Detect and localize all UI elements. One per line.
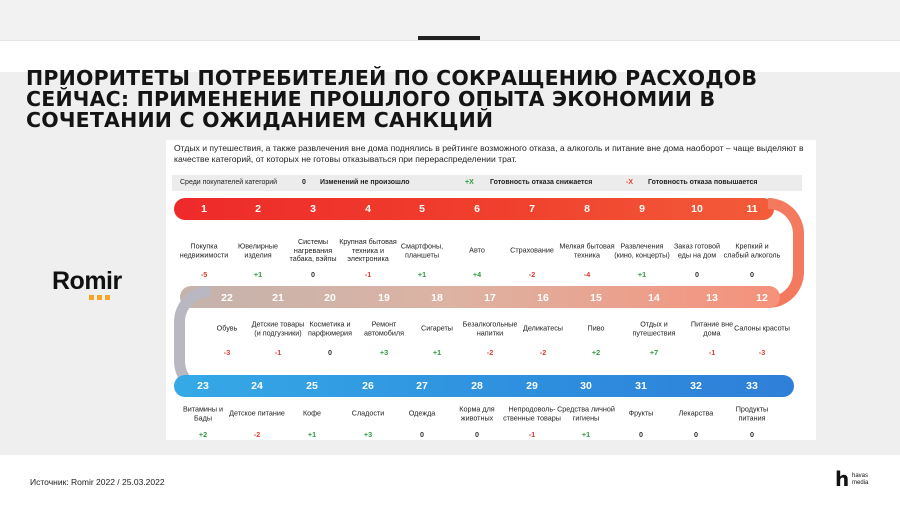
rank-number: 27	[416, 380, 428, 392]
change-value: +1	[637, 270, 647, 279]
category-label: Средства личной гигиены	[557, 404, 615, 422]
category-label: Непродоволь-ственные товары	[503, 404, 561, 422]
havas-wordmark	[852, 473, 868, 486]
category-label: Одежда	[408, 408, 436, 418]
legend-plus-symbol: +X	[465, 179, 474, 186]
change-value: +1	[581, 430, 591, 439]
change-value: -1	[528, 430, 536, 439]
rank-number: 7	[529, 203, 535, 215]
category-label: Детское питание	[229, 408, 285, 418]
rank-number: 14	[648, 292, 660, 304]
rank-number: 2	[255, 203, 261, 215]
category-label: Смартфоны, планшеты	[400, 241, 444, 259]
media-word: media	[852, 479, 869, 486]
category-label: Авто	[469, 245, 485, 255]
category-label: Обувь	[216, 323, 238, 333]
rank-number: 21	[272, 292, 284, 304]
rank-number: 18	[431, 292, 443, 304]
rank-number: 23	[197, 380, 209, 392]
category-label: Крепкий и слабый алкоголь	[723, 241, 781, 259]
rank-number: 20	[324, 292, 336, 304]
rank-number: 31	[635, 380, 647, 392]
source-note: Источник: Romir 2022 / 25.03.2022	[30, 477, 165, 487]
change-value: 0	[420, 430, 424, 439]
rank-number: 33	[746, 380, 758, 392]
rank-number: 19	[378, 292, 390, 304]
havas-word: havas	[852, 473, 869, 479]
category-label: Ювелирные изделия	[237, 241, 279, 259]
category-label: Продукты питания	[735, 404, 769, 422]
rank-number: 29	[526, 380, 538, 392]
rank-number: 30	[580, 380, 592, 392]
romir-logo	[52, 268, 122, 300]
category-label: Ремонт автомобиля	[363, 319, 405, 337]
category-label: Сладости	[351, 408, 385, 418]
romir-logo-text: Romir	[52, 267, 122, 295]
rank-number: 17	[484, 292, 496, 304]
rank-band-row-2	[180, 286, 780, 308]
change-value: 0	[311, 270, 315, 279]
change-value: -2	[253, 430, 261, 439]
change-value: -1	[274, 348, 282, 357]
legend-minus-symbol: -X	[626, 179, 633, 186]
rank-number: 4	[365, 203, 371, 215]
category-label: Лекарства	[678, 408, 714, 418]
rank-number: 28	[471, 380, 483, 392]
change-value: -3	[223, 348, 231, 357]
category-label: Детские товары (и подгузники)	[251, 319, 305, 337]
rank-number: 8	[584, 203, 590, 215]
change-value: -5	[200, 270, 208, 279]
category-label: Пиво	[587, 323, 605, 333]
change-value: +1	[417, 270, 427, 279]
change-value: -2	[486, 348, 494, 357]
category-label: Питание вне дома	[690, 319, 734, 337]
top-band	[0, 0, 900, 41]
rank-number: 5	[419, 203, 425, 215]
change-value: -2	[528, 270, 536, 279]
change-value: -2	[539, 348, 547, 357]
legend-zero-symbol: 0	[302, 179, 306, 186]
rank-number: 1	[201, 203, 207, 215]
change-value: 0	[328, 348, 332, 357]
change-value: 0	[750, 430, 754, 439]
havas-mark: h	[835, 467, 850, 491]
rank-number: 24	[251, 380, 263, 392]
rank-number: 6	[474, 203, 480, 215]
rank-number: 16	[537, 292, 549, 304]
category-label: Покупка недвижимости	[179, 241, 229, 259]
category-label: Сигареты	[421, 323, 453, 333]
rank-number: 11	[746, 203, 758, 215]
category-label: Витамины и Бады	[182, 404, 224, 422]
rank-number: 3	[310, 203, 316, 215]
change-value: 0	[695, 270, 699, 279]
category-label: Безалкогольные напитки	[462, 319, 518, 337]
rank-number: 13	[706, 292, 718, 304]
change-value: +3	[363, 430, 373, 439]
change-value: -4	[583, 270, 591, 279]
change-value: 0	[475, 430, 479, 439]
rank-number: 26	[362, 380, 374, 392]
change-value: +2	[198, 430, 208, 439]
change-value: -1	[708, 348, 716, 357]
category-label: Деликатесы	[523, 323, 563, 333]
category-label: Крупная бытовая техника и электроника	[339, 237, 397, 264]
change-value: +7	[649, 348, 659, 357]
slide-title: ПРИОРИТЕТЫ ПОТРЕБИТЕЛЕЙ ПО СОКРАЩЕНИЮ РАСХОДОВ СЕЙЧАС: ПРИМЕНЕНИЕ ПРОШЛОГО ОПЫТА ЭКОНОМИИ В СОЧЕТАНИИ С ОЖИДАНИЕМ САНКЦИЙ	[26, 66, 758, 132]
logo-dots-icon	[89, 295, 122, 300]
legend-label: Среди покупателей категорий	[180, 179, 278, 186]
change-value: +4	[472, 270, 482, 279]
change-value: +3	[379, 348, 389, 357]
change-value: +1	[253, 270, 263, 279]
category-label: Фрукты	[628, 408, 654, 418]
change-value: 0	[639, 430, 643, 439]
rank-number: 12	[756, 292, 768, 304]
rank-number: 25	[306, 380, 318, 392]
category-label: Развлечения (кино, концерты)	[614, 241, 670, 259]
category-label: Заказ готовой еды на дом	[673, 241, 721, 259]
change-value: -3	[758, 348, 766, 357]
change-value: +1	[432, 348, 442, 357]
accent-line	[418, 36, 480, 40]
change-value: -1	[364, 270, 372, 279]
change-value: +2	[591, 348, 601, 357]
havas-media-logo	[835, 468, 875, 494]
change-value: 0	[750, 270, 754, 279]
change-value: 0	[694, 430, 698, 439]
legend-minus-text: Готовность отказа повышается	[648, 179, 758, 186]
category-label: Мелкая бытовая техника	[559, 241, 615, 259]
category-label: Кофе	[302, 408, 322, 418]
rank-number: 32	[690, 380, 702, 392]
rank-number: 9	[639, 203, 645, 215]
category-label: Салоны красоты	[734, 323, 790, 333]
rank-number: 10	[691, 203, 703, 215]
change-value: +1	[307, 430, 317, 439]
rank-number: 22	[221, 292, 233, 304]
intro-text: Отдых и путешествия, а также развлечения вне дома поднялись в рейтинге возможного отказа, а алкоголь и питание вне дома наоборот – чаще выделяют в качестве категорий, от которых не готовы отказываться при перераспределении трат.	[174, 143, 804, 164]
legend-bar	[172, 175, 802, 191]
rank-number: 15	[590, 292, 602, 304]
category-label: Отдых и путешествия	[632, 319, 676, 337]
category-label: Косметика и парфюмерия	[308, 319, 352, 337]
category-label: Страхование	[510, 245, 554, 255]
category-label: Системы нагревания табака, вэйпы	[289, 237, 337, 264]
category-label: Корма для животных	[459, 404, 495, 422]
legend-zero-text: Изменений не произошло	[320, 179, 410, 186]
legend-plus-text: Готовность отказа снижается	[490, 179, 593, 186]
